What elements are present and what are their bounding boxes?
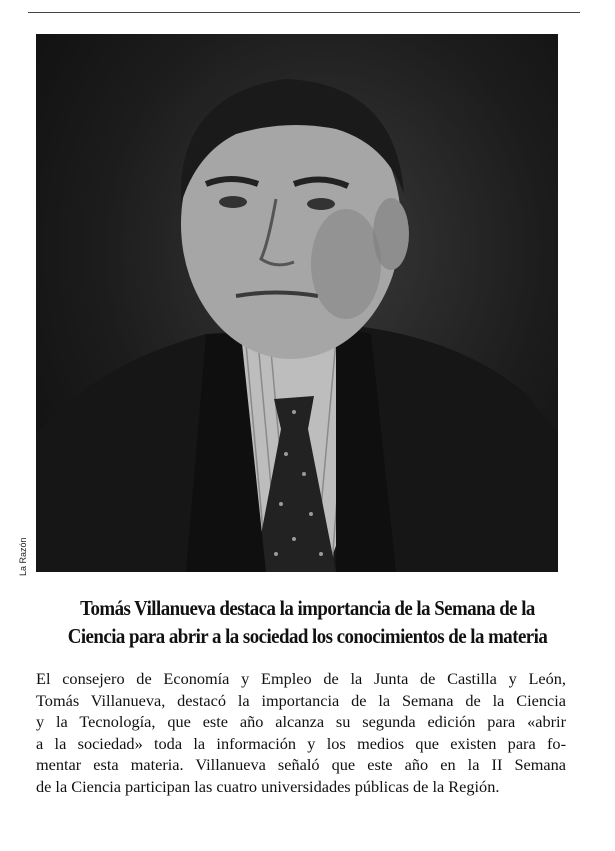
- headline: [58, 594, 558, 650]
- body-line: a la sociedad» toda la información y los medios que existen para fo-: [36, 733, 566, 753]
- headline-line-2: Ciencia para abrir a la sociedad los conocimientos de la materia: [67, 624, 548, 648]
- portrait-illustration: [36, 34, 558, 572]
- portrait-photo: [36, 34, 558, 572]
- top-rule: [28, 12, 580, 13]
- body-line: mentar esta materia. Villanueva señaló que este año en la II Semana: [36, 755, 566, 774]
- body-line: y la Tecnología, que este año alcanza su segunda edición para «abrir: [36, 712, 566, 731]
- body-line: Tomás Villanueva, destacó la importancia de la Semana de la Ciencia: [36, 690, 566, 710]
- article-body: [36, 668, 566, 797]
- headline-line-1: Tomás Villanueva destaca la importancia de la Semana de la: [80, 596, 535, 620]
- photo-credit: La Razón: [18, 537, 28, 576]
- body-line: El consejero de Economía y Empleo de la Junta de Castilla y León,: [36, 669, 566, 688]
- body-line: de la Ciencia participan las cuatro universidades públicas de la Región.: [36, 776, 500, 796]
